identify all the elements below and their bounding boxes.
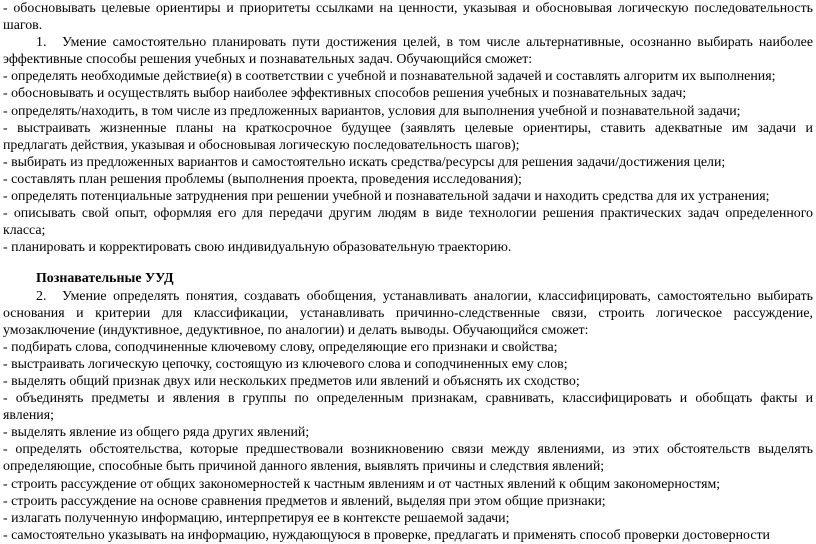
text-line: - выстраивать жизненные планы на краткосрочное будущее (заявлять целевые ориентиры, ставить адекватные им задачи и xyxy=(3,120,813,136)
list-number: 1. xyxy=(36,35,47,51)
text-line: - описывать свой опыт, оформляя его для передачи другим людям в виде технологии решения практических задач определенного xyxy=(3,206,813,222)
text-line: явления; xyxy=(3,408,54,424)
text-line: Умение самостоятельно планировать пути достижения целей, в том числе альтернативные, осознанно выбирать наиболее xyxy=(62,35,813,51)
text-line: класса; xyxy=(3,223,46,239)
text-line: - определять/находить, в том числе из предложенных вариантов, условия для выполнения учебной и познавательной задачи; xyxy=(3,103,741,119)
text-line: - определять потенциальные затруднения при решении учебной и познавательной задачи и находить средства для их устранения; xyxy=(3,189,770,205)
text-line: - выделять общий признак двух или нескольких предметов или явлений и объяснять их сходство; xyxy=(3,373,580,389)
text-line: - планировать и корректировать свою индивидуальную образовательную траекторию. xyxy=(3,240,512,256)
list-number: 2. xyxy=(36,288,47,304)
text-line: - самостоятельно указывать на информацию, нуждающуюся в проверке, предлагать и применять способ проверки достоверности xyxy=(3,527,770,543)
text-line: основания и критерии для классификации, устанавливать причинно-следственные связи, строить логическое рассуждение, xyxy=(3,305,813,321)
text-line: предлагать действия, указывая и обосновывая логическую последовательность шагов); xyxy=(3,137,520,153)
text-line: - излагать полученную информацию, интерпретируя ее в контексте решаемой задачи; xyxy=(3,510,510,526)
numbered-paragraph-1 xyxy=(3,34,813,51)
text-line: - подбирать слова, соподчиненные ключевому слову, определяющие его признаки и свойства; xyxy=(3,339,558,355)
text-line: - выделять явление из общего ряда других явлений; xyxy=(3,425,310,441)
text-line: - обосновывать и осуществлять выбор наиболее эффективных способов решения учебных и познавательных задач; xyxy=(3,86,687,102)
text-line: определяющие, способные быть причиной данного явления, выявлять причины и следствия явлений; xyxy=(3,459,605,475)
text-line: - строить рассуждение от общих закономерностей к частным явлениям и от частных явлений к общим закономерностям; xyxy=(3,476,721,492)
text-line: - составлять план решения проблемы (выполнения проекта, проведения исследования); xyxy=(3,171,522,187)
text-line: шагов. xyxy=(3,18,43,34)
text-line: - обосновывать целевые ориентиры и приоритеты ссылками на ценности, указывая и обосновывая логическую последовательность xyxy=(3,1,813,16)
text-line: - объединять предметы и явления в группы по определенным признакам, сравнивать, классифицировать и обобщать факты и xyxy=(3,391,813,407)
text-line: - определять необходимые действие(я) в соответствии с учебной и познавательной задачей и составлять алгоритм их выполнения; xyxy=(3,69,776,85)
numbered-paragraph-2 xyxy=(3,288,813,305)
paragraph-spacer xyxy=(3,256,813,270)
text-line: Умение определять понятия, создавать обобщения, устанавливать аналогии, классифицировать, самостоятельно выбирать xyxy=(62,288,813,304)
text-line: эффективные способы решения учебных и познавательных задач. Обучающийся сможет: xyxy=(3,52,533,68)
section-heading: Познавательные УУД xyxy=(36,271,174,287)
text-line: - выбирать из предложенных вариантов и самостоятельно искать средства/ресурсы для решения задачи/достижения цели; xyxy=(3,154,726,170)
text-line: умозаключение (индуктивное, дедуктивное, по аналогии) и делать выводы. Обучающийся сможет: xyxy=(3,322,589,338)
text-line: - строить рассуждение на основе сравнения предметов и явлений, выделяя при этом общие признаки; xyxy=(3,493,606,509)
text-line: - выстраивать логическую цепочку, состоящую из ключевого слова и соподчиненных ему слов; xyxy=(3,356,568,372)
text-line: - определять обстоятельства, которые предшествовали возникновению связи между явлениями, из этих обстоятельств выделять xyxy=(3,442,813,458)
